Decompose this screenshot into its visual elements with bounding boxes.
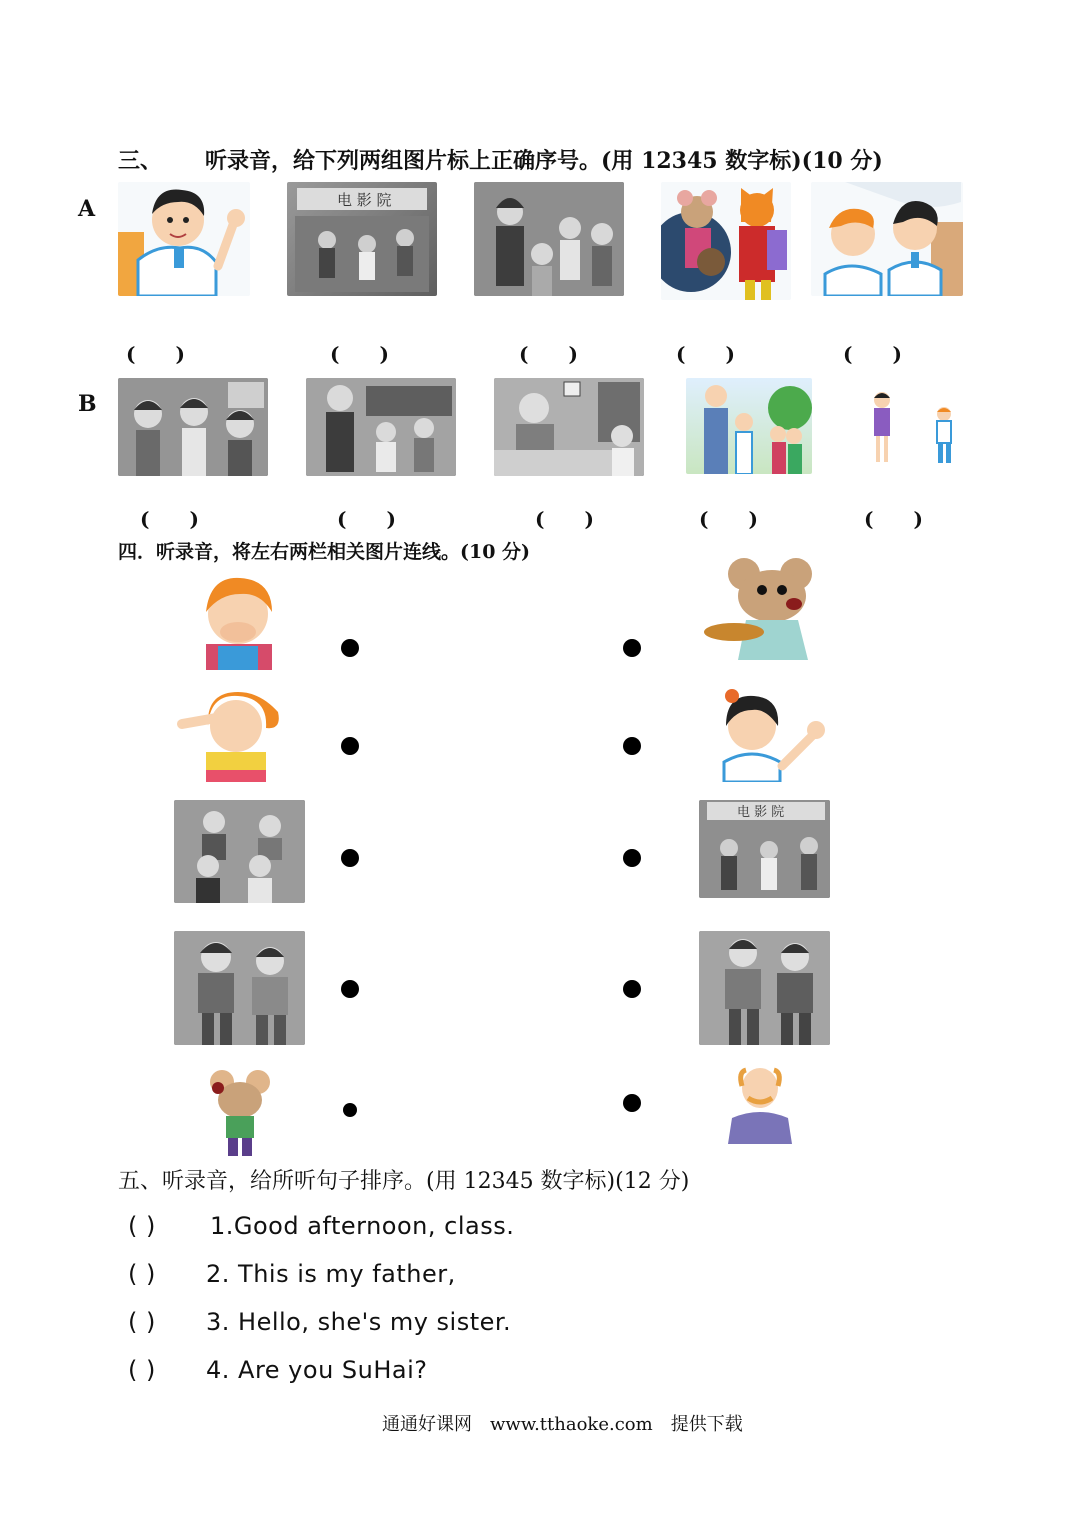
picture-girl-saluting (176, 688, 286, 782)
row-b-answer-3[interactable]: ( ) (535, 507, 594, 531)
picture-girl-and-boy (862, 388, 962, 468)
sentence-3-bracket[interactable]: ( ) (128, 1308, 156, 1336)
row-a-answer-1[interactable]: ( ) (126, 342, 185, 366)
picture-family-in-park (686, 378, 812, 474)
sentence-3-text: 3. Hello, she's my sister. (206, 1308, 512, 1336)
picture-mouse-and-tiger (661, 182, 791, 300)
picture-three-girls (118, 378, 268, 476)
picture-two-women (174, 931, 305, 1045)
right-dot-1[interactable] (623, 639, 641, 657)
section3-number: 三、 (118, 148, 163, 174)
picture-two-boys-greeting (811, 182, 963, 296)
row-b-answer-4[interactable]: ( ) (699, 507, 758, 531)
section4-title: 四．听录音，将左右两栏相关图片连线。(10 分) (118, 541, 531, 563)
row-b-answer-5[interactable]: ( ) (864, 507, 923, 531)
picture-cinema-scene-right (699, 800, 830, 898)
sentence-2-bracket[interactable]: ( ) (128, 1260, 156, 1288)
picture-mouse-with-basket (700, 556, 830, 660)
sentence-1-bracket[interactable]: ( ) (128, 1212, 156, 1240)
picture-two-people-dancing (699, 931, 830, 1045)
footer-text: 通通好课网 www.tthaoke.com 提供下载 (382, 1414, 743, 1435)
picture-girl-waving (716, 686, 830, 782)
picture-old-man (722, 1064, 798, 1144)
left-dot-4[interactable] (341, 980, 359, 998)
picture-mouse-in-green (200, 1068, 282, 1156)
right-dot-5[interactable] (623, 1094, 641, 1112)
left-dot-5[interactable] (343, 1103, 357, 1117)
sentence-2-text: 2. This is my father, (206, 1260, 456, 1288)
picture-group-scene (174, 800, 305, 903)
section3-title: 听录音，给下列两组图片标上正确序号。(用 12345 数字标)(10 分) (205, 148, 883, 174)
row-a-answer-5[interactable]: ( ) (843, 342, 902, 366)
picture-boy-waving (118, 182, 250, 296)
sentence-4-bracket[interactable]: ( ) (128, 1356, 156, 1384)
cinema-sign-text-right: 电 影 院 (737, 805, 785, 820)
row-a-answer-2[interactable]: ( ) (330, 342, 389, 366)
left-dot-1[interactable] (341, 639, 359, 657)
picture-classroom-teacher (474, 182, 624, 296)
cinema-sign-text: 电 影 院 (337, 191, 392, 209)
section5-title: 五、听录音，给所听句子排序。(用 12345 数字标)(12 分) (118, 1169, 690, 1194)
right-dot-3[interactable] (623, 849, 641, 867)
row-a-label: A (78, 196, 96, 222)
right-dot-2[interactable] (623, 737, 641, 755)
row-a-answer-3[interactable]: ( ) (519, 342, 578, 366)
picture-family-outside (306, 378, 456, 476)
right-dot-4[interactable] (623, 980, 641, 998)
row-b-answer-1[interactable]: ( ) (140, 507, 199, 531)
left-dot-3[interactable] (341, 849, 359, 867)
left-dot-2[interactable] (341, 737, 359, 755)
picture-boy-covering-mouth (196, 572, 280, 670)
row-a-answer-4[interactable]: ( ) (676, 342, 735, 366)
row-b-answer-2[interactable]: ( ) (337, 507, 396, 531)
sentence-4-text: 4. Are you SuHai? (206, 1356, 428, 1384)
picture-cinema-scene (287, 182, 437, 296)
row-b-label: B (78, 391, 97, 417)
picture-old-man-at-desk (494, 378, 644, 476)
sentence-1-text: 1.Good afternoon, class. (210, 1212, 515, 1240)
